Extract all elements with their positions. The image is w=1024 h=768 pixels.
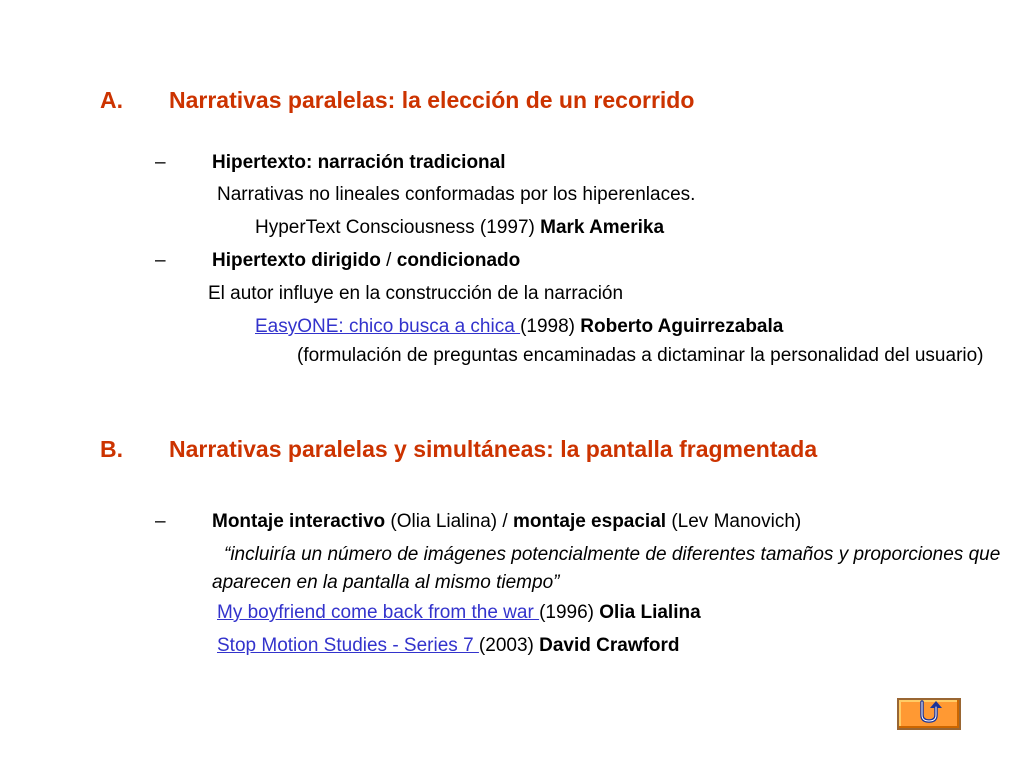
return-button[interactable] bbox=[897, 698, 961, 730]
section-a-item2-example bbox=[255, 315, 783, 339]
link1-author: Olia Lialina bbox=[599, 602, 701, 623]
example-author: Mark Amerika bbox=[540, 217, 665, 238]
section-b-title: Narrativas paralelas y simultáneas: la pantalla fragmentada bbox=[169, 436, 818, 462]
manovich-quote: “incluiría un número de imágenes potencialmente de diferentes tamaños y proporciones que aparecen en la pantalla al mismo tiempo” bbox=[212, 544, 1001, 593]
return-arrow-icon bbox=[915, 699, 943, 730]
section-b-item1-dash: – bbox=[155, 511, 166, 532]
section-a-item2-title bbox=[212, 249, 520, 273]
section-a-letter: A. bbox=[100, 87, 123, 113]
section-a-item1-dash: – bbox=[155, 152, 166, 173]
my-boyfriend-link[interactable]: My boyfriend come back from the war bbox=[217, 602, 540, 623]
section-b-link2-line bbox=[217, 634, 680, 658]
item2-title-part2: condicionado bbox=[396, 250, 521, 271]
section-a-item1-title: Hipertexto: narración tradicional bbox=[212, 152, 506, 173]
author-manovich: (Lev Manovich) bbox=[666, 511, 802, 532]
easyone-link[interactable]: EasyONE: chico busca a chica bbox=[255, 316, 521, 337]
term-montaje-espacial: montaje espacial bbox=[512, 511, 667, 532]
link2-year: (2003) bbox=[478, 635, 540, 656]
section-b-link1-line bbox=[217, 601, 701, 625]
author-olia: (Olia Lialina) / bbox=[385, 511, 513, 532]
section-b-item1-title bbox=[212, 510, 801, 534]
easyone-year: (1998) bbox=[520, 316, 581, 337]
item2-title-part1: Hipertexto dirigido bbox=[212, 250, 381, 271]
term-montaje-interactivo: Montaje interactivo bbox=[212, 511, 386, 532]
section-a-title: Narrativas paralelas: la elección de un recorrido bbox=[169, 87, 695, 113]
link1-year: (1996) bbox=[539, 602, 600, 623]
section-a-item2-desc: El autor influye en la construcción de la narración bbox=[208, 283, 624, 304]
example-title: HyperText Consciousness (1997) bbox=[255, 217, 541, 238]
section-a-item1-example bbox=[255, 216, 664, 240]
item2-title-sep: / bbox=[380, 250, 397, 271]
easyone-note: (formulación de preguntas encaminadas a dictaminar la personalidad del usuario) bbox=[297, 345, 984, 366]
link2-author: David Crawford bbox=[539, 635, 680, 656]
stop-motion-link[interactable]: Stop Motion Studies - Series 7 bbox=[217, 635, 479, 656]
section-a-item1-desc: Narrativas no lineales conformadas por los hiperenlaces. bbox=[217, 184, 696, 205]
section-a-item2-dash: – bbox=[155, 250, 166, 271]
section-b-letter: B. bbox=[100, 436, 123, 462]
easyone-author: Roberto Aguirrezabala bbox=[580, 316, 784, 337]
